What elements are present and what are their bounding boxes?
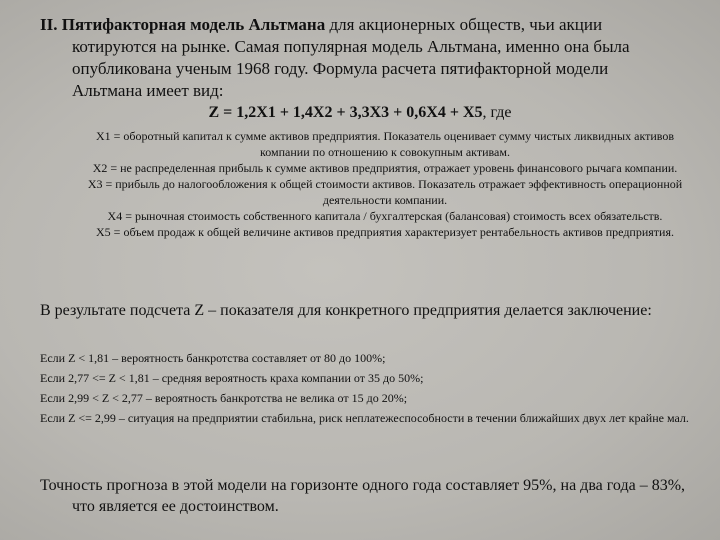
accuracy-paragraph: Точность прогноза в этой модели на горизонте одного года составляет 95%, на два года – 83%, что является ее достоинством. — [40, 477, 686, 515]
definition-x5: X5 = объем продаж к общей величине активов предприятия характеризует рентабельность активов предприятия. — [96, 225, 674, 239]
condition-item: Если Z < 1,81 – вероятность банкротства составляет от 80 до 100%; — [40, 351, 386, 365]
variable-definitions — [70, 128, 700, 240]
section-heading — [40, 14, 680, 102]
definition-x2: X2 = не распределенная прибыль к сумме активов предприятия, отражает уровень финансового рычага компании. — [92, 161, 678, 175]
formula-expression: Z = 1,2X1 + 1,4X2 + 3,3X3 + 0,6X4 + X5 — [208, 104, 483, 121]
formula-suffix: , где — [482, 104, 512, 121]
heading-text: для акционерных обществ, чьи акции котируются на рынке. Самая популярная модель Альтмана, именно она была опубликована ученым 1968 году. Формула расчета пятифакторной модели Альтмана имеет вид: — [72, 15, 630, 100]
condition-item: Если Z <= 2,99 – ситуация на предприятии стабильна, риск неплатежеспособности в течении ближайших двух лет крайне мал. — [40, 411, 689, 425]
definition-x3: X3 = прибыль до налогообложения к общей стоимости активов. Показатель отражает эффективность операционной деятельности компании. — [87, 177, 683, 207]
definition-x1: X1 = оборотный капитал к сумме активов предприятия. Показатель оценивает сумму чистых ликвидных активов компании по отношению к совокупным активам. — [95, 129, 675, 159]
conditions-list — [40, 350, 700, 430]
altman-formula — [0, 104, 720, 122]
condition-item: Если 2,99 < Z < 2,77 – вероятность банкротства не велика от 15 до 20%; — [40, 391, 408, 405]
result-paragraph: В результате подсчета Z – показателя для конкретного предприятия делается заключение: — [40, 302, 652, 319]
condition-item: Если 2,77 <= Z < 1,81 – средняя вероятность краха компании от 35 до 50%; — [40, 371, 424, 385]
heading-title: II. Пятифакторная модель Альтмана — [40, 15, 326, 34]
definition-x4: X4 = рыночная стоимость собственного капитала / бухгалтерская (балансовая) стоимость всех обязательств. — [107, 209, 663, 223]
